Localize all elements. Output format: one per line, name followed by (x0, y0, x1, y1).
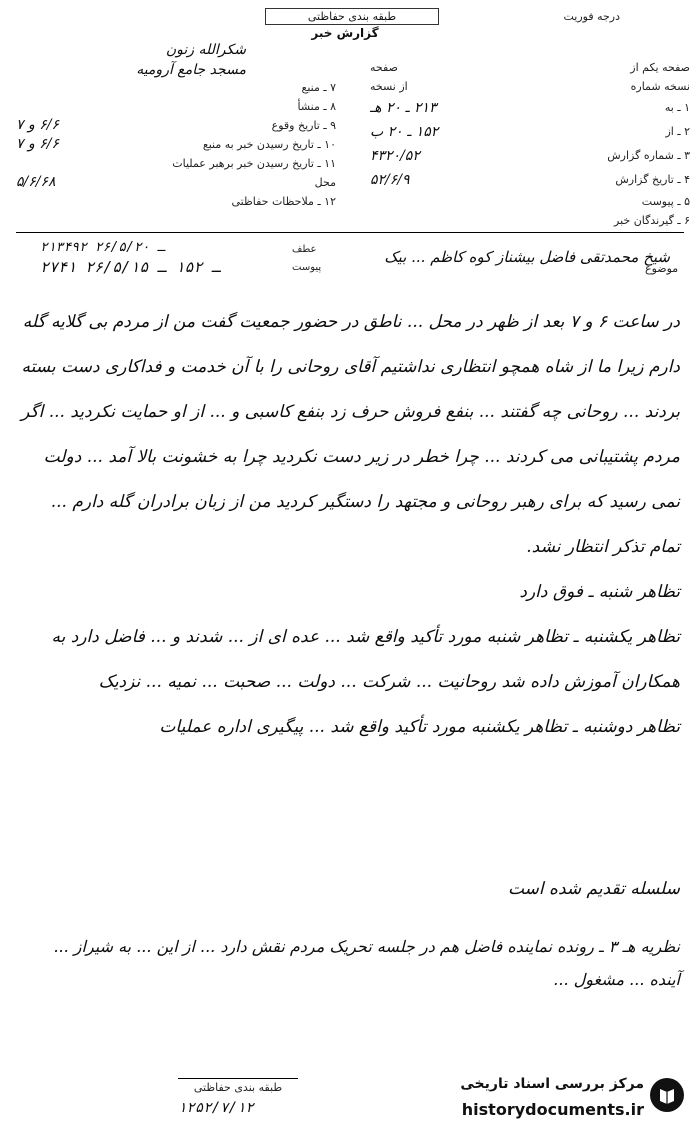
field-value: ۵۲/۶/۹ (370, 172, 410, 188)
report-body (20, 300, 680, 750)
field-value: ۶/۶ و ۷ (16, 136, 59, 152)
field-label: محل (314, 176, 336, 189)
field-value: ۴۳۲۰/۵۲ (370, 148, 420, 164)
subject-label: موضوع (645, 262, 679, 275)
field-label: ۱۰ ـ تاریخ رسیدن خبر به منبع (202, 138, 336, 151)
field-label: ۱۲ ـ ملاحظات حفاظتی (231, 195, 336, 208)
field-row (370, 96, 690, 120)
field-label: ۱۱ ـ تاریخ رسیدن خبر برهبر عملیات (172, 157, 336, 170)
field-row (16, 135, 336, 154)
field-value: ۶/۶ و ۷ (16, 117, 59, 133)
watermark-url: historydocuments.ir (461, 1100, 644, 1119)
field-label: ۳ ـ شماره گزارش (607, 149, 690, 162)
right-fields (370, 58, 690, 230)
field-row (370, 192, 690, 211)
classification-bottom: طبقه بندی حفاظتی (178, 1078, 298, 1094)
field-label: نسخه شماره (630, 80, 690, 93)
handwritten-origin: مسجد جامع آرومیه (136, 62, 246, 78)
body-paragraph-4: تظاهر دوشنبه ـ تظاهر یکشنبه مورد تأکید واقع شد ... پیگیری اداره عملیات (159, 717, 680, 737)
field-row (370, 211, 690, 230)
watermark-title: مرکز بررسی اسناد تاریخی (460, 1076, 644, 1092)
field-row (16, 116, 336, 135)
book-icon (650, 1078, 684, 1112)
field-row (370, 77, 690, 96)
watermark (410, 1070, 690, 1132)
field-label: ۲ ـ از (665, 125, 690, 138)
field-row (370, 144, 690, 168)
field-value: ۵/۶/۶۸ (16, 174, 56, 190)
body-paragraph-1: در ساعت ۶ و ۷ بعد از ظهر در محل ... ناطق در حضور جمعیت گفت من از مردم بی گلایه گله دارم زیرا ما از شاه همچو انتظاری نداشتیم آقای روحانی را با آن خدمت و فداکاری دست بسته بردند ... روحانی چه گفتند ... بنفع فروش حرف زد بنفع کاسبی و ... از او حمایت نکردید ... اگر مردم پشتیبانی می کردند ... چرا خطر در زیر دست نکردید چرا به خشونت بالا آمد ... دولت نمی رسید که برای رهبر روحانی و مجتهد را دستگیر کردید من از زبان برادران گله دارم ... تمام تذکر انتظار نشد. (21, 312, 680, 557)
field-label: ۶ ـ گیرندگان خبر (614, 214, 690, 227)
reference-number-1: ۲۱۳۴۹۲ ـ ۲۶/۵/۲۰ (40, 240, 166, 255)
field-row (370, 58, 690, 77)
field-label: ۱ ـ به (664, 101, 690, 114)
left-fields (16, 58, 336, 211)
footer-ref-number: ۱۲۵۲/۷/۱۲ (178, 1100, 254, 1116)
field-label: ۸ ـ منشأ (297, 100, 336, 113)
reference-number-2: ۲۷۴۱ ـ ۱۵۲ ـ ۲۶/۵/۱۵ (40, 258, 221, 276)
field-row (16, 78, 336, 97)
field-label: صفحه یکم از (630, 61, 690, 74)
body-paragraph-2: تظاهر شنبه ـ فوق دارد (519, 582, 680, 602)
field-label: ۹ ـ تاریخ وقوع (271, 119, 336, 132)
atf-label: عطف (292, 244, 317, 255)
header-divider (16, 232, 684, 233)
field-value: ۱۵۲ ـ ۲۰ ب (370, 124, 439, 140)
field-row (370, 120, 690, 144)
classification-top: طبقه بندی حفاظتی (265, 8, 439, 25)
opinion-note: نظریه هـ ۳ ـ رونده نماینده فاضل هم در جلسه تحریک مردم نقش دارد ... از این ... به شیراز ... آینده ... مشغول ... (53, 937, 680, 989)
attachment-label: پیوست (292, 262, 322, 273)
field-label: ۴ ـ تاریخ گزارش (615, 173, 690, 186)
field-value: ۲۱۳ ـ ۲۰ هـ (370, 100, 437, 116)
field-label: ۷ ـ منبع (301, 81, 336, 94)
field-row (16, 154, 336, 173)
field-value: صفحه (370, 61, 398, 74)
field-label: ۵ ـ پیوست (641, 195, 690, 208)
field-row (16, 97, 336, 116)
degree-label: درجه فوریت (563, 10, 620, 23)
submission-note: سلسله تقدیم شده است (507, 879, 680, 899)
handwritten-source: شکرالله زنون (165, 42, 246, 58)
report-title: گزارش خبر (311, 26, 379, 40)
field-row (16, 173, 336, 192)
field-row (16, 192, 336, 211)
subject-text: شیخ محمدتقی فاضل بیشناز کوه کاظم ... بیک (384, 248, 670, 266)
field-row (370, 168, 690, 192)
field-value: از نسخه (370, 80, 408, 93)
body-paragraph-3: تظاهر یکشنبه ـ تظاهر شنبه مورد تأکید واقع شد ... عده ای از ... شدند و ... فاضل دارد به همکاران آموزش داده شد روحانیت ... شرکت ... دولت ... صحبت ... نمیه ... نزدیک (51, 627, 680, 692)
